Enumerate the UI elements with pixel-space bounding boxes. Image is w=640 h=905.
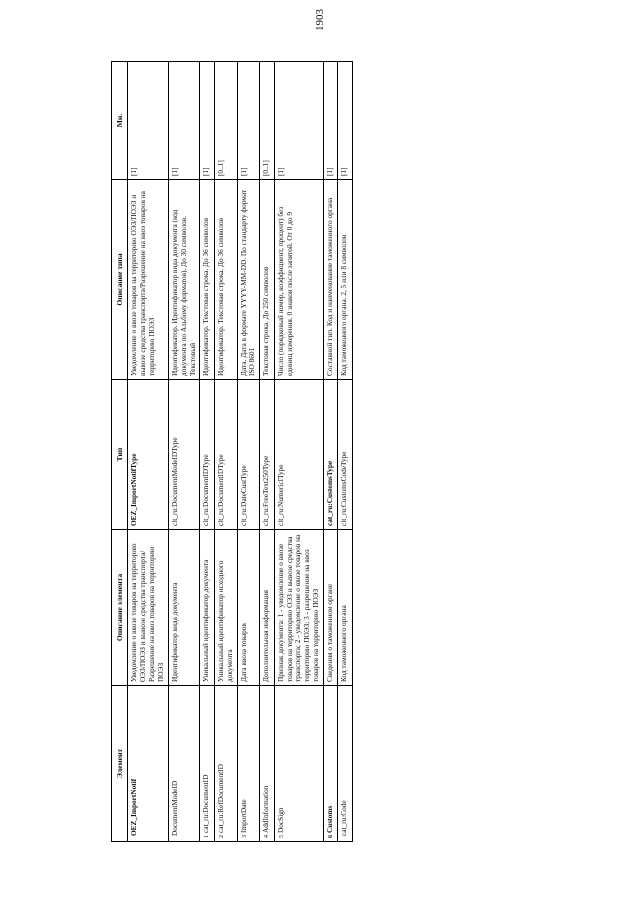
type-cell: clt_ru:DocumentModeIDType <box>168 380 200 530</box>
schema-table <box>111 61 353 842</box>
element-description-cell: Сведения о таможенном органе <box>324 530 338 686</box>
type-description-cell: Число (порядковый номер, коэффициент, процент) без единиц измерения. 0 знаков после запятой. От 0 до 9 <box>274 180 323 380</box>
type-description-cell: Идентификатор. Текстовая строка. До 36 символов <box>214 180 237 380</box>
multiplicity-cell: [1] <box>338 62 352 180</box>
header-row <box>112 62 128 842</box>
page-number <box>0 9 640 31</box>
multiplicity-cell: [1] <box>128 62 169 180</box>
element-cell <box>338 686 352 842</box>
element-name: Customs <box>325 805 335 833</box>
page-number-text: 1903 <box>314 9 326 31</box>
element-cell <box>260 686 274 842</box>
table-row <box>168 62 200 842</box>
element-description-cell: Уникальный идентификатор документа <box>200 530 214 686</box>
table-row <box>214 62 237 842</box>
type-cell: OEZ_ImportNotifType <box>128 380 169 530</box>
table-row <box>338 62 352 842</box>
type-description-cell: Код таможенного органа. 2, 5 или 8 символов <box>338 180 352 380</box>
element-cell <box>274 686 323 842</box>
element-cell <box>237 686 260 842</box>
type-cell: clt_ru:FreeText250Type <box>260 380 274 530</box>
element-description-cell: Дополнительная информация <box>260 530 274 686</box>
row-index-marker: 2 <box>218 835 225 838</box>
table-row <box>237 62 260 842</box>
header-type: Тип <box>112 380 128 530</box>
element-cell <box>214 686 237 842</box>
table-row <box>324 62 338 842</box>
type-cell: clt_ru:DocumentIDType <box>214 380 237 530</box>
multiplicity-cell: [1] <box>237 62 260 180</box>
row-index-marker: 6 <box>328 835 335 838</box>
type-description-cell: Идентификатор. Текстовая строка. До 36 символов <box>200 180 214 380</box>
element-description-cell: Дата ввоза товаров <box>237 530 260 686</box>
type-description-cell: Дата. Дата в формате YYYY-MM-DD. По стандарту формат ISO 8601 <box>237 180 260 380</box>
type-cell: clt_ru:CustomsCodeType <box>338 380 352 530</box>
multiplicity-cell: [0..1] <box>260 62 274 180</box>
table-row <box>260 62 274 842</box>
element-description-cell: Уведомление о ввозе товаров на территорию ОЭЗ/ПОЭЗ и вывозе средства транспорта/Разрешение на ввоз товаров на территорию ПОЭЗ <box>128 530 169 686</box>
header-element: Элемент <box>112 686 128 842</box>
header-type-description: Описание типа <box>112 180 128 380</box>
element-description-cell: Идентификатор вида документа <box>168 530 200 686</box>
table-body <box>128 62 353 842</box>
multiplicity-cell: [0..1] <box>214 62 237 180</box>
element-name: AddInformation <box>261 785 271 833</box>
element-cell <box>324 686 338 842</box>
table-row <box>200 62 214 842</box>
element-description-cell: Код таможенного органа <box>338 530 352 686</box>
type-description-cell: Текстовая строка. До 250 символов <box>260 180 274 380</box>
type-cell: clt_ru:DateCustType <box>237 380 260 530</box>
element-name: DocumentModeID <box>169 780 179 836</box>
multiplicity-cell: [1] <box>324 62 338 180</box>
type-cell: cat_ru:CustomsType <box>324 380 338 530</box>
type-description-cell: Идентификатор. Идентификатор вида документа (код документа по Альбому форматов). До 30 символов. Текстовый <box>168 180 200 380</box>
row-index-marker: 3 <box>241 835 248 838</box>
element-name: cat_ru:Code <box>339 800 349 836</box>
header-element-description: Описание элемента <box>112 530 128 686</box>
element-name: cat_ru:RefDocumentID <box>215 764 225 833</box>
element-name: OEZ_ImportNotif <box>129 778 139 836</box>
element-description-cell: Уникальный идентификатор исходного документа <box>214 530 237 686</box>
type-description-cell: Составной тип. Код и наименование таможенного органа <box>324 180 338 380</box>
type-description-cell: Уведомление о ввозе товаров на территорию ОЭЗ/ПОЭЗ и вывозе средства транспорта/Разрешение на ввоз товаров на территорию ПОЭЗ <box>128 180 169 380</box>
table-row <box>128 62 169 842</box>
type-cell: clt_ru:NumericIType <box>274 380 323 530</box>
element-name: DocSign <box>275 807 285 833</box>
element-name: cat_ru:DocumentID <box>201 774 211 833</box>
row-index-marker: 1 <box>204 835 211 838</box>
row-index-marker: 5 <box>278 835 285 838</box>
multiplicity-cell: [1] <box>200 62 214 180</box>
header-multiplicity: Мн. <box>112 62 128 180</box>
row-index-marker: 4 <box>264 835 271 838</box>
multiplicity-cell: [1] <box>168 62 200 180</box>
table-row <box>274 62 323 842</box>
element-cell <box>200 686 214 842</box>
element-cell <box>168 686 200 842</box>
element-name: ImportDate <box>238 799 248 833</box>
rotated-table-frame <box>111 62 551 842</box>
element-description-cell: Признак документа: 1 - уведомление о ввозе товаров на территорию ОЭЗ и вывозе средства транспорта; 2 - уведомление о ввозе товаров на территорию ПОЭЗ; 3 - разрешение на ввоз товаров на территорию ПОЭЗ <box>274 530 323 686</box>
multiplicity-cell: [1] <box>274 62 323 180</box>
type-cell: clt_ru:DocumentIDType <box>200 380 214 530</box>
table-header <box>112 62 128 842</box>
element-cell <box>128 686 169 842</box>
